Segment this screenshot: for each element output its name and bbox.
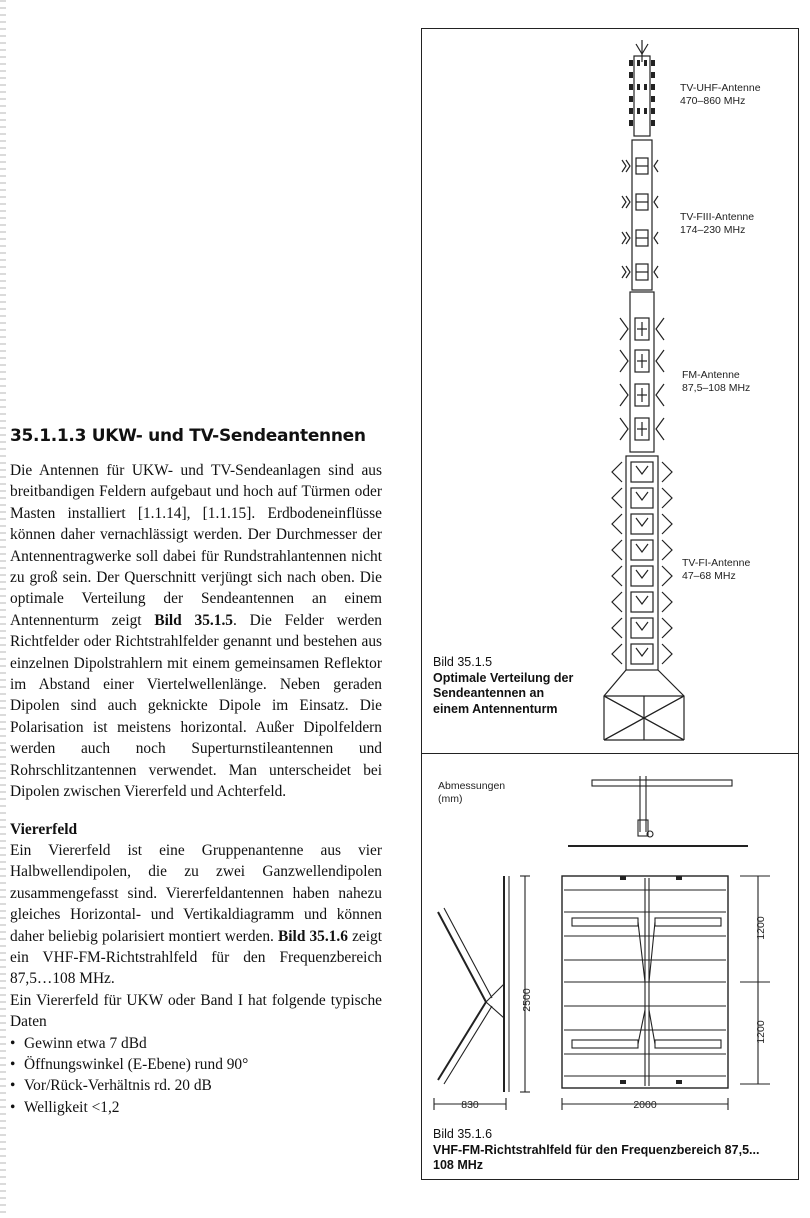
label-fi-range: 47–68 MHz [682, 570, 736, 582]
dim-830: 830 [461, 1099, 479, 1111]
label-uhf-name: TV-UHF-Antenne [680, 82, 761, 94]
label-fiii-range: 174–230 MHz [680, 224, 746, 236]
dim-2500: 2500 [521, 988, 533, 1012]
caption-35-1-5-text: Optimale Verteilung der Sendeantennen an einem Antennenturm [433, 670, 574, 716]
label-fi-name: TV-FI-Antenne [682, 557, 751, 569]
list-item: • Öffnungswinkel (E-Ebene) rund 90° [10, 1054, 382, 1075]
caption-35-1-6-number: Bild 35.1.6 [433, 1127, 493, 1141]
list-item: • Welligkeit <1,2 [10, 1097, 382, 1118]
paragraph-viererfeld-lead: Ein Viererfeld ist eine Gruppenantenne aus vier Halbwellendipolen, die zu zwei Ganzwellendipolen zusammengefasst sind. Viererfeldantennen haben nahezu gleiches Horizontal- und Vertikaldiagramm und können daher beliebig polarisiert montiert werden. [10, 841, 382, 945]
label-dimensions-line2: (mm) [438, 793, 463, 805]
paragraph-viererfeld-tail: zeigt ein VHF-FM-Richtstrahlfeld für den Frequenzbereich 87,5…108 MHz. [10, 927, 382, 988]
figure-ref-35-1-6: Bild 35.1.6 [278, 927, 348, 945]
subheading-viererfeld: Viererfeld [10, 820, 78, 838]
caption-35-1-6-text: VHF-FM-Richtstrahlfeld für den Frequenzbereich 87,5... 108 MHz [433, 1142, 760, 1172]
caption-35-1-5-number: Bild 35.1.5 [433, 655, 493, 669]
paragraph-intro-lead: Die Antennen für UKW- und TV-Sendeanlagen sind aus breitbandigen Feldern aufgebaut und hoch auf Türmen oder Masten installiert [1.1.14], [1.1.15]. Erdbodeneinflüsse können daher vernachlässigt werden. Der Durchmesser der Antennentragwerke soll dabei für Rundstrahlantennen nicht zu groß sein. Der Querschnitt verjüngt sich nach oben. Die optimale Verteilung der Sendeantennen an einem Antennenturm zeigt [10, 462, 382, 629]
dim-1200-upper: 1200 [755, 916, 767, 940]
label-uhf-range: 470–860 MHz [680, 95, 746, 107]
caption-35-1-6 [433, 1127, 783, 1174]
label-fm-range: 87,5–108 MHz [682, 382, 751, 394]
label-dimensions [438, 780, 505, 806]
paragraph-typical-data: Ein Viererfeld für UKW oder Band I hat folgende typische Daten [10, 991, 382, 1031]
dim-1200-lower: 1200 [755, 1020, 767, 1044]
figure-ref-35-1-5: Bild 35.1.5 [154, 611, 233, 629]
list-item: • Vor/Rück-Verhältnis rd. 20 dB [10, 1075, 382, 1096]
paragraph-intro-tail: . Die Felder werden Richtfelder oder Richtstrahlfelder genannt und bestehen aus einzelnen Dipolstrahlern mit einem gemeinsamen Reflektor im Abstand einer Viertelwellenlänge. Neben geraden Dipolen sind auch geknickte Dipole im Einsatz. Die Polarisation ist meistens horizontal. Außer Dipolfeldern werden auch noch Superturnstileantennen und Rohrschlitzantennen verwendet. Man unterscheidet bei Dipolen zwischen Viererfeld und Achterfeld. [10, 611, 382, 801]
dim-2000: 2000 [633, 1099, 657, 1111]
label-fiii-name: TV-FIII-Antenne [680, 211, 755, 223]
label-dimensions-line1: Abmessungen [438, 780, 506, 792]
label-fm-name: FM-Antenne [682, 369, 740, 381]
list-item: • Gewinn etwa 7 dBd [10, 1033, 382, 1054]
section-heading: 35.1.1.3 UKW- und TV-Sendeantennen [10, 426, 366, 446]
